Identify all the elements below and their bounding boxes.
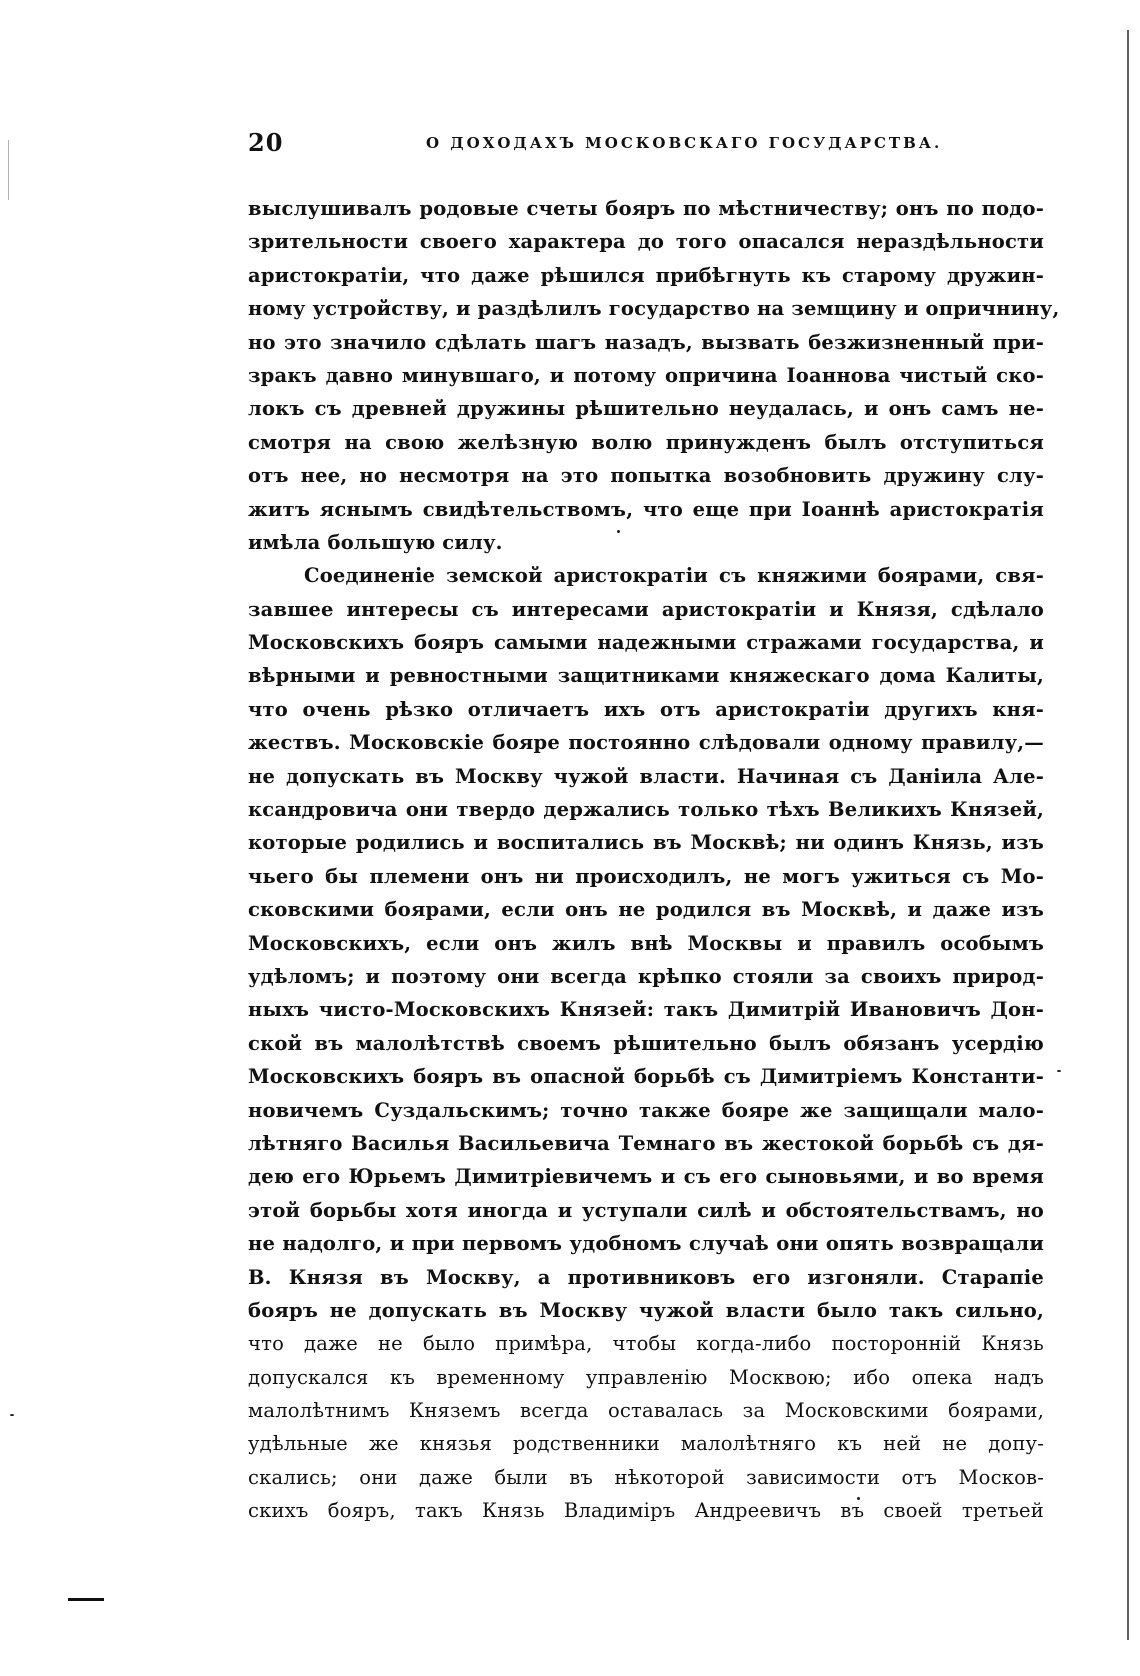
text-line: имѣла большую силу.: [248, 530, 503, 554]
text-line: дею его Юрьемъ Димитріевичемъ и съ его сыновьями, и во время: [248, 1165, 1044, 1189]
text-line: смотря на свою желѣзную волю принужденъ былъ отступиться: [248, 430, 1044, 454]
text-line: не надолго, и при первомъ удобномъ случаѣ они опять возвращали: [248, 1232, 1044, 1256]
scan-speck: [1057, 1070, 1061, 1072]
text-line: что даже не было примѣра, чтобы когда-либо посторонній Князь: [248, 1332, 1044, 1356]
text-line: аристократіи, что даже рѣшился прибѣгнуть къ старому дружин-: [248, 263, 1044, 287]
text-line: но это значило сдѣлать шагъ назадъ, вызвать безжизненный при-: [248, 330, 1044, 354]
text-line: чьего бы племени онъ ни происходилъ, не могъ ужиться съ Мо-: [248, 864, 1044, 888]
text-line: выслушивалъ родовые счеты бояръ по мѣстничеству; онъ по подо-: [248, 197, 1044, 220]
text-line: этой борьбы хотя иногда и уступали силѣ и обстоятельствамъ, но: [248, 1198, 1044, 1222]
text-line: Московскихъ, если онъ жилъ внѣ Москвы и правилъ особымъ: [248, 931, 1044, 955]
text-line: которые родились и воспитались въ Москвѣ; ни одинъ Князь, изъ: [248, 831, 1044, 855]
page-number: 20: [248, 128, 284, 157]
text-line: В. Князя въ Москву, а противниковъ его изгоняли. Старапіе: [248, 1265, 1044, 1289]
text-line: ксандровича они твердо держались только тѣхъ Великихъ Князей,: [248, 798, 1044, 822]
text-line: ныхъ чисто-Московскихъ Князей: такъ Димитрій Ивановичъ Дон-: [248, 998, 1044, 1022]
text-line: Московскихъ бояръ самыми надежными стражами государства, и: [248, 631, 1044, 655]
text-line: ской въ малолѣтствѣ своемъ рѣшительно былъ обязанъ усердію: [248, 1031, 1044, 1055]
text-line: не допускать въ Москву чужой власти. Начиная съ Даніила Але-: [248, 764, 1044, 788]
text-line: вѣрными и ревностными защитниками княжескаго дома Калиты,: [248, 664, 1044, 688]
paragraph-1: [248, 192, 1060, 559]
text-line: зрительности своего характера до того опасался нераздѣльности: [248, 230, 1044, 254]
text-line: локъ съ древней дружины рѣшительно неудалась, и онъ самъ не-: [248, 397, 1044, 421]
text-line: что очень рѣзко отличаетъ ихъ отъ аристократіи другихъ кня-: [248, 697, 1044, 721]
scan-edge-mark: [8, 140, 9, 200]
scan-edge-dash: [68, 1598, 104, 1601]
text-line: зракъ давно минувшаго, и потому опричина Іоаннова чистый ско-: [248, 363, 1044, 387]
text-line: бояръ не допускать въ Москву чужой власти было такъ сильно,: [248, 1298, 1044, 1322]
text-line: удѣльные же князья родственники малолѣтняго къ ней не допу-: [248, 1432, 1044, 1456]
text-line: малолѣтнимъ Княземъ всегда оставалась за Московскими боярами,: [248, 1399, 1044, 1423]
text-line: скались; они даже были въ нѣкоторой зависимости отъ Москов-: [248, 1465, 1044, 1489]
running-header: [248, 128, 1048, 158]
text-line: удѣломъ; и поэтому они всегда крѣпко стояли за своихъ природ-: [248, 964, 1044, 988]
text-line: лѣтняго Василья Васильевича Темнаго въ жестокой борьбѣ съ дя-: [248, 1131, 1044, 1155]
text-line: сковскими боярами, если онъ не родился въ Москвѣ, и даже изъ: [248, 898, 1044, 922]
body-text: [248, 192, 1060, 1528]
text-line: завшее интересы съ интересами аристократіи и Князя, сдѣлало: [248, 597, 1044, 621]
running-title: О ДОХОДАХЪ МОСКОВСКАГО ГОСУДАРСТВА.: [426, 134, 943, 152]
paragraph-2: [248, 559, 1044, 1527]
scan-speck: [10, 1414, 14, 1416]
text-line: новичемъ Суздальскимъ; точно также бояре же защищали мало-: [248, 1098, 1044, 1122]
text-line: ному устройству, и раздѣлилъ государство на земщину и опричнину,: [248, 297, 1060, 321]
text-line: Соединеніе земской аристократіи съ княжими боярами, свя-: [304, 564, 1044, 588]
text-line: отъ нее, но несмотря на это попытка возобновить дружину слу-: [248, 464, 1044, 488]
scan-edge-line: [1127, 30, 1129, 1640]
text-line: Московскихъ бояръ въ опасной борьбѣ съ Димитріемъ Константи-: [248, 1065, 1044, 1089]
text-line: допускался къ временному управленію Москвою; ибо опека надъ: [248, 1365, 1044, 1389]
text-line: скихъ бояръ, такъ Князь Владиміръ Андреевичъ въ своей третьей: [248, 1499, 1044, 1523]
text-line: житъ яснымъ свидѣтельствомъ, что еще при Іоаннѣ аристократія: [248, 497, 1044, 521]
text-line: жествъ. Московскіе бояре постоянно слѣдовали одному правилу,—: [248, 731, 1044, 755]
